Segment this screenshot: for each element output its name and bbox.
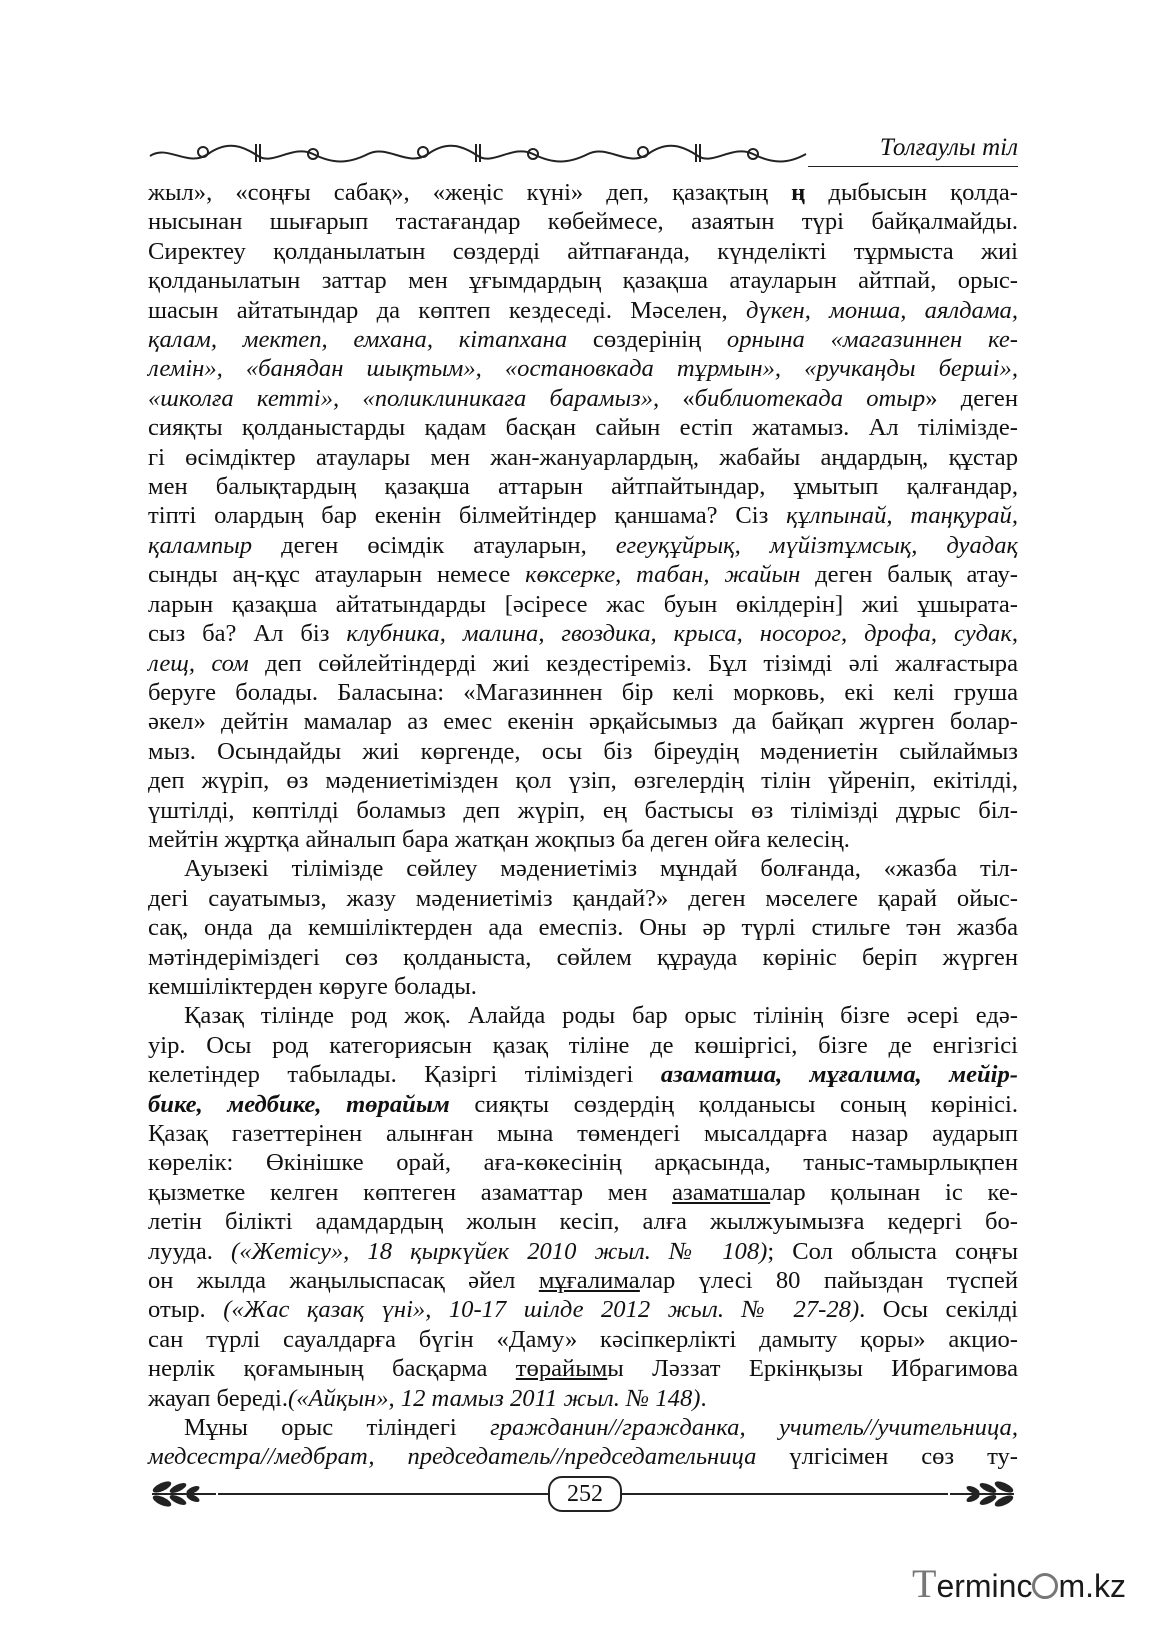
body-text: [148, 178, 1018, 1472]
text-line: тіпті олардың бар екенін білмейтіндер қаншама? Сіз құлпынай, таңқурай,: [148, 502, 1019, 530]
text-line: Сиректеу қолданылатын сөздерді айтпағанда, күнделікті тұрмыста жиі: [148, 237, 1018, 265]
text-line: Ауызекі тілімізде сөйлеу мәдениетіміз мұндай болғанда, «жазба тіл-: [184, 855, 1018, 883]
text-line: Мұны орыс тіліндегі гражданин//гражданка, учитель//учительница,: [184, 1414, 1018, 1442]
text-line: нерлік қоғамының басқарма төрайымы Ләззат Еркінқызы Ибрагимова: [148, 1355, 1018, 1383]
text-line: нысынан шығарып тастағандар көбеймесе, азаятын түрі байқалмайды.: [148, 208, 1018, 236]
text-line: көрелік: Өкінішке орай, аға-көкесінің арқасында, таныс-тамырлықпен: [148, 1149, 1018, 1177]
text-line: сияқты қолданыстарды қадам басқан сайын естіп жатамыз. Ал тілімізде-: [148, 414, 1018, 442]
text-line: Қазақ газеттерінен алынған мына төмендегі мысалдарға назар аударып: [148, 1120, 1018, 1147]
watermark-t: T: [912, 1561, 937, 1606]
text-line: сынды аң-құс атауларын немесе көксерке, табан, жайын деген балық атау-: [148, 561, 1018, 589]
watermark-text-1: erminc: [936, 1568, 1033, 1604]
text-line: мыз. Осындайды жиі көргенде, осы біз біреудің мәдениетін сыйлаймыз: [148, 737, 1018, 765]
leaf-ornament-left-icon: [148, 1477, 216, 1511]
text-line: деп жүріп, өз мәдениетімізден қол үзіп, өзгелердің тілін үйреніп, екітілді,: [148, 767, 1018, 795]
text-line: қолданылатын заттар мен ұғымдардың қазақша атауларын айтпай, орыс-: [148, 267, 1018, 295]
text-line: жауап береді.(«Айқын», 12 тамыз 2011 жыл. № 148).: [148, 1384, 707, 1412]
text-line: отыр. («Жас қазақ үні», 10-17 шілде 2012 жыл. № 27-28). Осы секілді: [148, 1296, 1018, 1324]
text-line: келетіндер табылады. Қазіргі тіліміздегі азаматша, мұғалима, мейір-: [148, 1061, 1018, 1089]
text-line: беруге болады. Баласына: «Магазиннен бір келі морковь, екі келі груша: [148, 678, 1018, 706]
watermark-logo: [912, 1560, 1126, 1607]
watermark-o-icon: [1032, 1573, 1058, 1599]
text-line: сан түрлі сауалдарға бүгін «Даму» кәсіпкерлікті дамыту қоры» акцио-: [148, 1325, 1018, 1353]
text-line: қалампыр деген өсімдік атауларын, егеуқұйрық, мүйізтұмсық, дуадақ: [148, 531, 1018, 559]
text-line: қызметке келген көптеген азаматтар мен азаматшалар қолынан іс ке-: [148, 1178, 1018, 1206]
text-line: летін білікті адамдардың жолын кесіп, алға жылжуымызға кедергі бо-: [148, 1208, 1018, 1236]
text-line: әкел» дейтін мамалар аз емес екенін әрқайсымыз да байқап жүрген болар-: [148, 708, 1018, 736]
text-line: медсестра//медбрат, председатель//председательница үлгісімен сөз ту-: [148, 1443, 1018, 1471]
text-line: уір. Осы род категориясын қазақ тіліне де көшіргісі, бізге де енгізгісі: [148, 1031, 1018, 1059]
leaf-ornament-right-icon: [950, 1477, 1018, 1511]
text-line: үштілді, көптілді боламыз деп жүріп, ең бастысы өз тілімізді дұрыс біл-: [148, 796, 1018, 824]
text-line: бике, медбике, төрайым сияқты сөздердің қолданысы соның көрінісі.: [148, 1090, 1018, 1118]
text-line: лещ, сом деп сөйлейтіндерді жиі кездестіреміз. Бұл тізімді әлі жалғастыра: [148, 649, 1018, 677]
text-line: қалам, мектеп, емхана, кітапхана сөздерінің орнына «магазиннен ке-: [148, 326, 1018, 354]
text-line: мейтін жұртқа айналып бара жатқан жоқпыз ба деген ойға келесің.: [148, 825, 850, 853]
text-line: лууда. («Жетісу», 18 қыркүйек 2010 жыл. № 108); Сол облыста соңғы: [148, 1237, 1018, 1265]
watermark-text-2: m.kz: [1058, 1568, 1126, 1604]
text-line: гі өсімдіктер атаулары мен жан-жануарлардың, жабайы аңдардың, құстар: [148, 443, 1018, 471]
text-line: жыл», «соңғы сабақ», «жеңіс күні» деп, қазақтың ң дыбысын қолда-: [148, 179, 1018, 206]
text-line: сақ, онда да кемшіліктерден ада емеспіз. Оны әр түрлі стильге тән жазба: [148, 914, 1018, 942]
text-line: он жылда жаңылыспасақ әйел мұғалималар үлесі 80 пайыздан түспей: [148, 1267, 1018, 1295]
page-footer: [148, 1473, 1018, 1513]
text-line: мәтіндеріміздегі сөз қолданыста, сөйлем құрауда көрініс беріп жүрген: [148, 943, 1018, 971]
text-line: мен балықтардың қазақша аттарын айтпайтындар, ұмытып қалғандар,: [148, 473, 1018, 501]
text-line: кемшіліктерден көруге болады.: [148, 972, 477, 1000]
text-line: ларын қазақша айтатындарды [әсіресе жас буын өкілдерін] жиі ұшырата-: [148, 590, 1018, 618]
text-line: лемін», «банядан шықтым», «остановкада тұрмын», «ручкаңды берші»,: [148, 355, 1018, 383]
text-line: дегі сауатымыз, жазу мәдениетіміз қандай?» деген мәселеге қарай ойыс-: [148, 884, 1018, 912]
running-header: [148, 134, 1018, 168]
header-rule: [808, 166, 1018, 167]
text-line: «школға кетті», «поликлиникаға барамыз», «библиотекада отыр» деген: [148, 384, 1018, 412]
text-line: Қазақ тілінде род жоқ. Алайда роды бар орыс тілінің бізге әсері едә-: [184, 1002, 1018, 1030]
header-title: Толғаулы тіл: [879, 134, 1018, 161]
page-number: 252: [548, 1476, 622, 1512]
text-line: сыз ба? Ал біз клубника, малина, гвоздика, крыса, носорог, дрофа, судак,: [148, 620, 1018, 648]
text-line: шасын айтатындар да көптеп кездеседі. Мәселен, дүкен, монша, аялдама,: [148, 296, 1018, 324]
header-ornament: [148, 140, 808, 166]
